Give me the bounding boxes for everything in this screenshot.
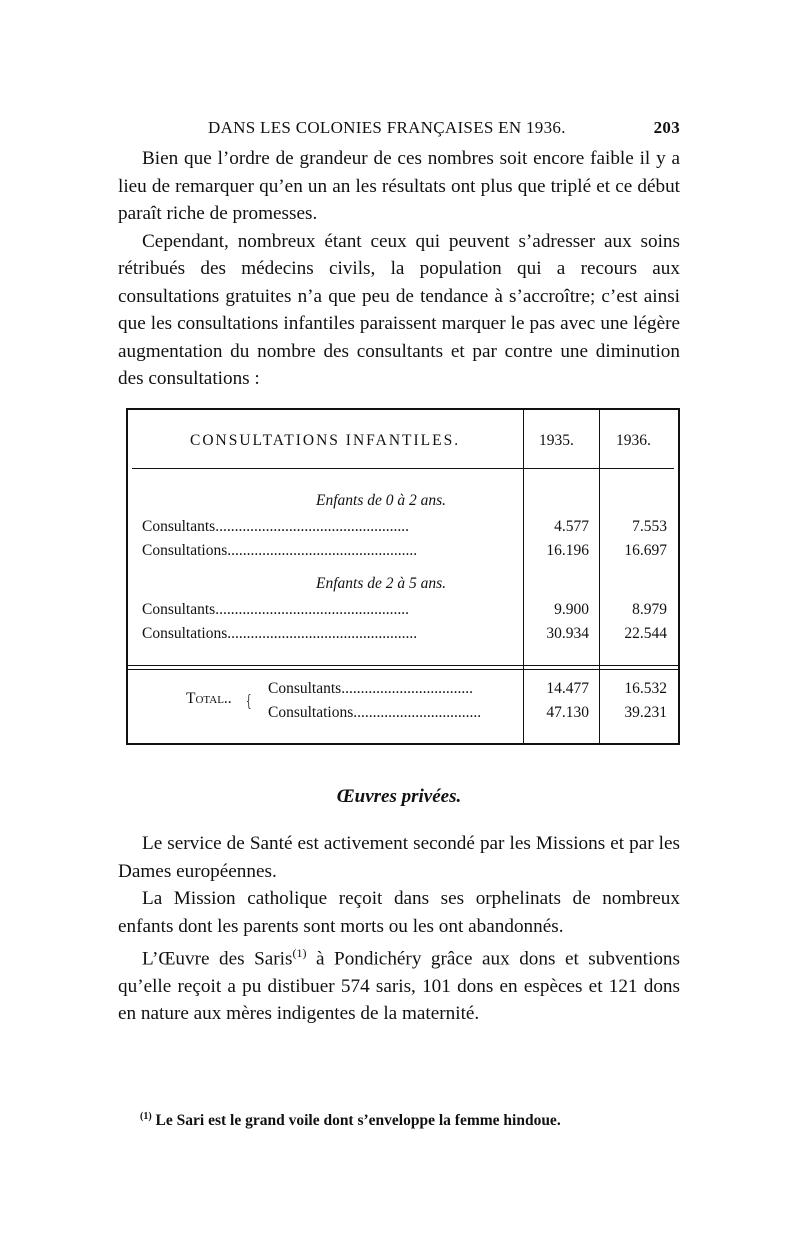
cell-1936: 7.553 (632, 518, 667, 535)
footnote-mark: (1) (140, 1111, 152, 1122)
footnote-text: Le Sari est le grand voile dont s’enveloppe la femme hindoue. (151, 1112, 561, 1130)
paragraph-1: Bien que l’ordre de grandeur de ces nombres soit encore faible il y a lieu de remarquer qu’en un an les résultats ont plus que triplé et ce début paraît riche de promesses. (118, 148, 680, 224)
cell-1936: 22.544 (624, 625, 667, 642)
total-row-label: Consultants.................................. (268, 680, 473, 697)
cell-1936: 16.697 (624, 542, 667, 559)
group-title: Enfants de 0 à 2 ans. (316, 492, 447, 509)
paragraph-3: Le service de Santé est activement secondé par les Missions et par les Dames européennes. (118, 833, 680, 882)
paragraph-4: La Mission catholique reçoit dans ses orphelinats de nombreux enfants dont les parents sont morts ou les ont abandonnés. (118, 888, 680, 937)
cell-1935: 4.577 (554, 518, 589, 535)
total-1936: 16.532 (624, 680, 667, 697)
row-label: Consultations................................................. (142, 542, 418, 559)
brace-icon: { (246, 692, 252, 710)
cell-1936: 8.979 (632, 601, 667, 618)
table-rule (128, 665, 678, 666)
section-title: Œuvres privées. (336, 786, 462, 807)
cell-1935: 9.900 (554, 601, 589, 618)
row-label: Consultants.................................................. (142, 518, 409, 535)
page (118, 118, 680, 1130)
total-1936: 39.231 (624, 704, 667, 721)
paragraph-5 (118, 940, 680, 1028)
running-title: DANS LES COLONIES FRANÇAISES EN 1936. (208, 118, 566, 137)
row-label: Consultations................................................. (142, 625, 418, 642)
table-header-1936: 1936. (616, 432, 651, 449)
table-header-title: CONSULTATIONS INFANTILES. (190, 432, 461, 449)
footnote (140, 1111, 561, 1130)
running-header (208, 118, 680, 138)
cell-1935: 30.934 (546, 625, 589, 642)
table-header-1935: 1935. (539, 432, 574, 449)
table-rule (132, 468, 674, 469)
row-label: Consultants.................................................. (142, 601, 409, 618)
table-rule (128, 669, 678, 670)
saris-text-end: à Pondichéry grâce aux dons et subventions qu’elle reçoit a pu distibuer 574 saris, 101 dons en espèces et 121 dons en nature aux mères indigentes de la maternité. (118, 948, 680, 1025)
total-label: Total.. (186, 690, 232, 707)
total-1935: 47.130 (546, 704, 589, 721)
paragraph-2: Cependant, nombreux étant ceux qui peuvent s’adresser aux soins rétribués des médecins civils, la population qui a recours aux consultations gratuites n’a que peu de tendance à s’accroître; c’est ainsi que les consultations infantiles paraissent marquer le pas avec une légère augmentation du nombre des consultants et par contre une diminution des consultations : (118, 230, 680, 389)
consultations-table (126, 408, 680, 745)
cell-1935: 16.196 (546, 542, 589, 559)
total-1935: 14.477 (546, 680, 589, 697)
section-body (118, 830, 680, 1028)
page-number: 203 (653, 118, 680, 137)
total-row-label: Consultations................................. (268, 704, 482, 721)
group-title: Enfants de 2 à 5 ans. (316, 575, 447, 592)
footnote-reference: (1) (292, 946, 307, 960)
saris-text-start: L’Œuvre des Saris (142, 948, 293, 970)
